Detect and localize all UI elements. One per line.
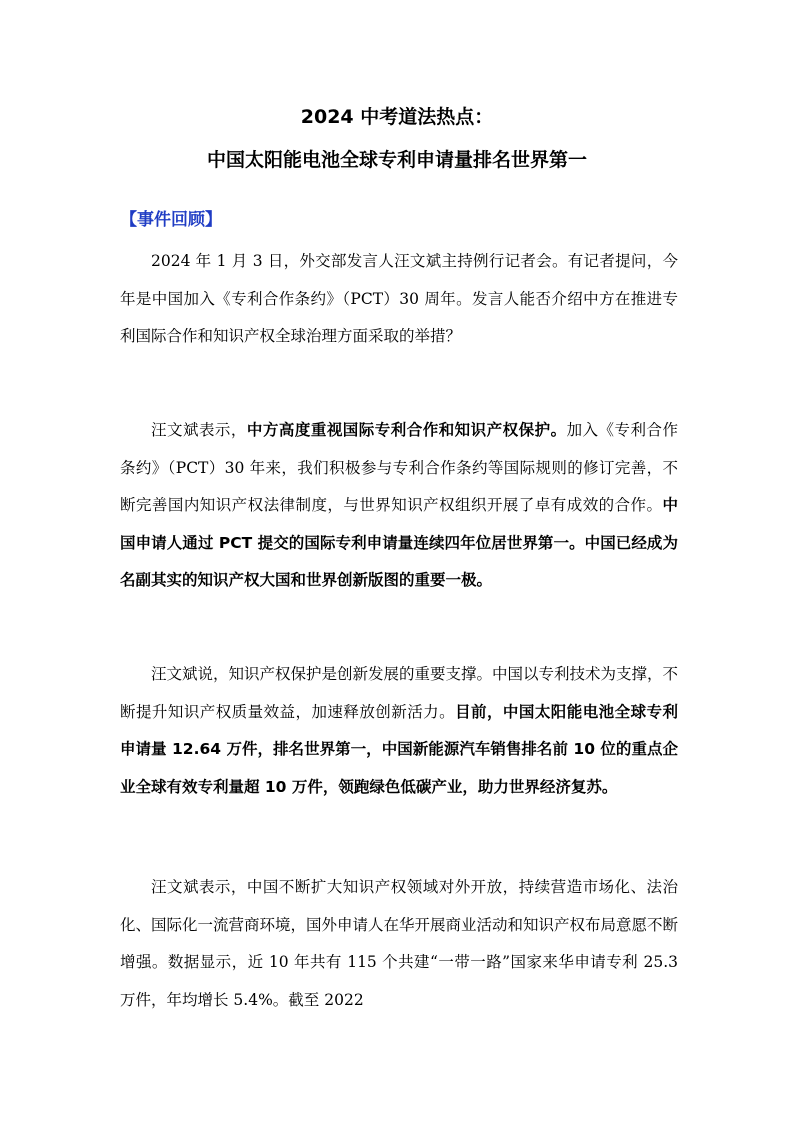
document-title-line-1: 2024 中考道法热点： <box>300 106 494 128</box>
paragraph-2-text-2: 加入《专利合作条约》（PCT）30 年来，我们积极参与专利合作条约等国际规则的修订完善，不断完善国内知识产权法律制度，与世界知识产权组织开展了卓有成效的合作。 <box>120 421 678 514</box>
paragraph-3 <box>120 656 678 806</box>
paragraph-1: 2024 年 1 月 3 日，外交部发言人汪文斌主持例行记者会。有记者提问，今年是中国加入《专利合作条约》（PCT）30 周年。发言人能否介绍中方在推进专利国际合作和知识产权全球治理方面采取的举措？ <box>120 252 678 345</box>
paragraph-2-text-1: 汪文斌表示， <box>151 421 247 439</box>
paragraph-2-emphasis-1: 中方高度重视国际专利合作和知识产权保护。 <box>246 421 567 439</box>
paragraph-4: 汪文斌表示，中国不断扩大知识产权领域对外开放，持续营造市场化、法治化、国际化一流营商环境，国外申请人在华开展商业活动和知识产权布局意愿不断增强。数据显示，近 10 年共有 115 个共建“一带一路”国家来华申请专利 25.3 万件，年均增长 5.4%。截至 2022 <box>120 878 679 1009</box>
paragraph-3-emphasis-1: 目前，中国太阳能电池全球专利申请量 12.64 万件，排名世界第一，中国新能源汽车销售排名前 10 位的重点企业全球有效专利量超 10 万件，领跑绿色低碳产业，助力世界经济复苏。 <box>120 702 678 796</box>
document-title-line-2: 中国太阳能电池全球专利申请量排名世界第一 <box>206 149 587 171</box>
paragraph-2-emphasis-2: 中国申请人通过 PCT 提交的国际专利申请量连续四年位居世界第一。中国已经成为名副其实的知识产权大国和世界创新版图的重要一极。 <box>120 496 678 589</box>
paragraph-2 <box>120 412 678 600</box>
paragraph-3-text-1: 汪文斌说，知识产权保护是创新发展的重要支撑。中国以专利技术为支撑，不断提升知识产权质量效益，加速释放创新活力。 <box>120 665 679 721</box>
section-heading-event-review: 【事件回顾】 <box>120 210 222 230</box>
